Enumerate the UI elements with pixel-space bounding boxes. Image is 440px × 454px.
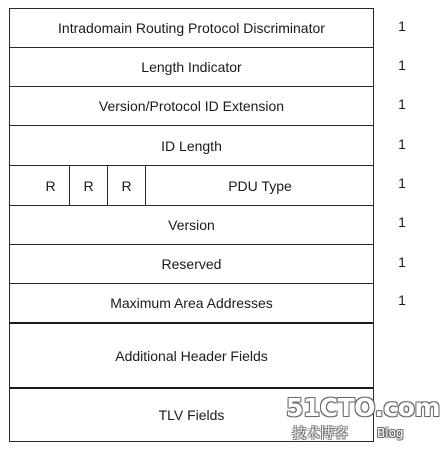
reserved-bit-cell [108, 166, 146, 205]
field-intradomain-routing-protocol-discriminator [10, 9, 373, 48]
field-label: Intradomain Routing Protocol Discriminator [58, 20, 325, 36]
reserved-bit-label: R [45, 177, 56, 194]
reserved-bit-cell [32, 166, 70, 205]
field-label: ID Length [161, 137, 222, 154]
field-version-protocol-id-extension [10, 87, 373, 126]
reserved-bit-label: R [121, 177, 132, 194]
field-label: TLV Fields [158, 407, 225, 423]
field-additional-header-fields [10, 324, 373, 389]
field-length-value: 1 [398, 214, 406, 230]
field-label: Length Indicator [141, 59, 242, 75]
field-label: Maximum Area Addresses [110, 295, 273, 311]
reserved-bit-label: R [83, 177, 94, 194]
field-reserved [10, 245, 373, 284]
watermark-blog-label: Blog [377, 426, 404, 440]
field-version [10, 206, 373, 245]
field-id-length [10, 126, 373, 166]
field-length-value: 1 [398, 18, 406, 34]
field-pdu-type-row [10, 166, 373, 206]
watermark-site-name: 51CTO.com [286, 393, 440, 422]
field-label: Version [168, 217, 215, 233]
field-length-value: 1 [398, 254, 406, 270]
field-length-value: 1 [398, 96, 406, 112]
field-length-value: 1 [398, 57, 406, 73]
reserved-bit-cell [70, 166, 108, 205]
field-length-value: 1 [398, 292, 406, 308]
watermark-tagline: 技术博客 [292, 426, 348, 442]
field-label: Additional Header Fields [115, 347, 268, 364]
pdu-header-diagram [9, 8, 374, 442]
field-label: Reserved [161, 256, 222, 272]
field-tlv-fields [10, 389, 373, 441]
field-length-indicator [10, 48, 373, 87]
field-label: PDU Type [228, 177, 292, 194]
field-length-value: 1 [398, 136, 406, 152]
field-length-value: 1 [398, 175, 406, 191]
field-label: Version/Protocol ID Extension [98, 98, 285, 114]
pdu-type-cell [147, 166, 373, 205]
field-maximum-area-addresses [10, 284, 373, 324]
